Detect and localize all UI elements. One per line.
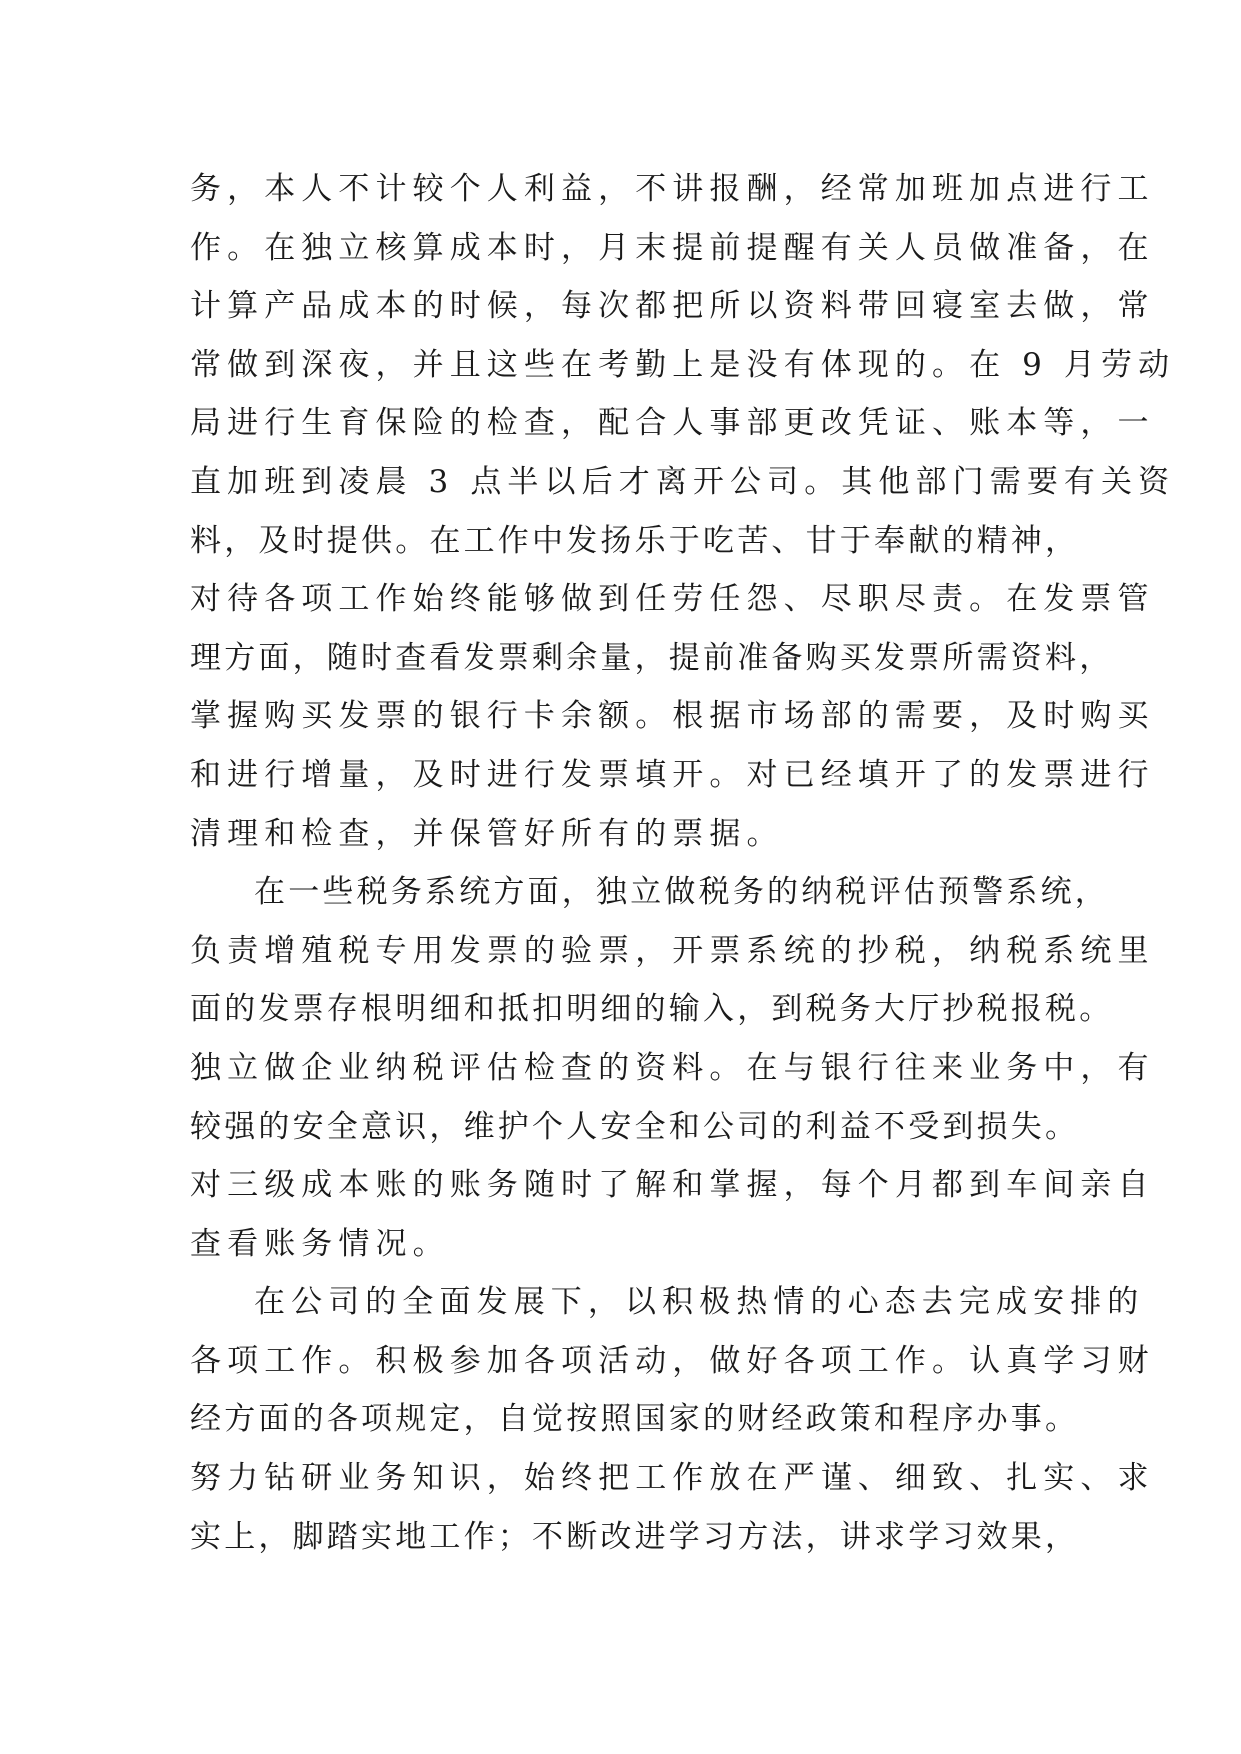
text-line: 面的发票存根明细和抵扣明细的输入，到税务大厅抄税报税。 xyxy=(190,991,1114,1028)
text-line: 常做到深夜，并且这些在考勤上是没有体现的。在 9 月劳动 xyxy=(190,346,1176,383)
text-line: 计算产品成本的时候，每次都把所以资料带回寝室去做，常 xyxy=(190,288,1155,325)
text-line: 在一些税务系统方面，独立做税务的纳税评估预警系统， xyxy=(254,874,1109,911)
text-line: 务，本人不计较个人利益，不讲报酬，经常加班加点进行工 xyxy=(190,171,1155,207)
text-line: 理方面，随时查看发票剩余量，提前准备购买发票所需资料， xyxy=(190,639,1114,676)
text-line: 实上，脚踏实地工作；不断改进学习方法，讲求学习效果， xyxy=(190,1518,1080,1555)
text-line: 直加班到凌晨 3 点半以后才离开公司。其他部门需要有关资 xyxy=(190,463,1176,500)
text-line: 对待各项工作始终能够做到任劳任怨、尽职尽责。在发票管 xyxy=(190,581,1155,618)
paragraph xyxy=(190,1273,1155,1566)
text-line: 较强的安全意识，维护个人安全和公司的利益不受到损失。 xyxy=(190,1108,1080,1145)
text-line: 独立做企业纳税评估检查的资料。在与银行往来业务中，有 xyxy=(190,1049,1155,1086)
text-line: 和进行增量，及时进行发票填开。对已经填开了的发票进行 xyxy=(190,756,1155,793)
text-line: 料，及时提供。在工作中发扬乐于吃苦、甘于奉献的精神， xyxy=(190,522,1080,559)
paragraph xyxy=(190,863,1155,1273)
text-line: 对三级成本账的账务随时了解和掌握，每个月都到车间亲自 xyxy=(190,1167,1155,1204)
text-line: 负责增殖税专用发票的验票，开票系统的抄税，纳税系统里 xyxy=(190,932,1155,969)
text-line: 作。在独立核算成本时，月末提前提醒有关人员做准备，在 xyxy=(190,229,1155,266)
text-line: 掌握购买发票的银行卡余额。根据市场部的需要，及时购买 xyxy=(190,698,1155,735)
text-line: 查看账务情况。 xyxy=(190,1225,450,1262)
text-line: 在公司的全面发展下，以积极热情的心态去完成安排的 xyxy=(254,1284,1145,1321)
body-text xyxy=(190,160,1176,1566)
text-line: 局进行生育保险的检查，配合人事部更改凭证、账本等，一 xyxy=(190,405,1155,442)
text-line: 努力钻研业务知识，始终把工作放在严谨、细致、扎实、求 xyxy=(190,1460,1155,1497)
text-line: 各项工作。积极参加各项活动，做好各项工作。认真学习财 xyxy=(190,1342,1155,1379)
text-line: 经方面的各项规定，自觉按照国家的财经政策和程序办事。 xyxy=(190,1401,1080,1438)
paragraph xyxy=(190,160,1176,863)
text-line: 清理和检查，并保管好所有的票据。 xyxy=(190,815,784,852)
